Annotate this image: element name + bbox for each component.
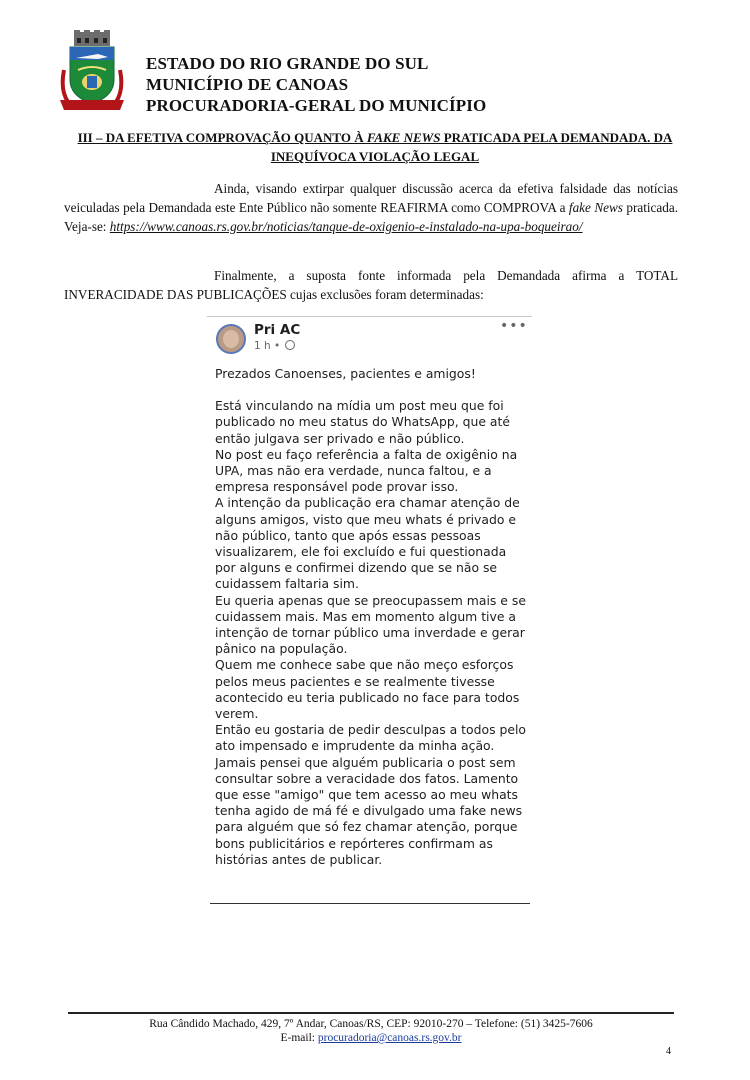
paragraph2-text: Finalmente, a suposta fonte informada pela Demandada afirma a TOTAL INVERACIDADE DAS PUBLICAÇÕES cujas exclusões foram determinadas: (64, 268, 678, 302)
header-state: ESTADO DO RIO GRANDE DO SUL (146, 54, 429, 73)
post-line: Eu queria apenas que se preocupassem mais e se cuidassem mais. Mas em momento algum tive a intenção de tornar público uma inverdade e gerar pânico na população. (215, 592, 526, 657)
paragraph1-italic: fake News (568, 200, 623, 215)
paragraph1-text-after: praticada. Veja-se: (64, 200, 678, 234)
avatar (216, 324, 246, 354)
header-office: PROCURADORIA-GERAL DO MUNICÍPIO (146, 96, 487, 115)
post-line: Está vinculando na mídia um post meu que foi publicado no meu status do WhatsApp, que até então julgava ser privado e não público. (215, 398, 510, 446)
section-title (64, 128, 686, 166)
post-line: Então eu gostaria de pedir desculpas a todos pelo ato impensado e imprudente da minha ação. Jamais pensei que alguém publicaria o post sem consultar sobre a veracidade dos fatos. Lamento que esse "amigo" que tem acesso ao meu whats tenha agido de má fé e divulgado uma fake news para alguém que só fez chamar atenção, porque bons publicitários e repórteres confirmam as histórias antes de publicar. (215, 722, 526, 867)
globe-icon (285, 340, 295, 350)
section-title-prefix: III – DA EFETIVA COMPROVAÇÃO QUANTO À (77, 130, 367, 145)
post-line: A intenção da publicação era chamar atenção de alguns amigos, visto que meu whats é privado e não público, tanto que após essas pessoas visualizarem, ele foi excluído e fui questionada por alguns e confirmei dizendo que se não se cuidassem faltaria sim. (215, 495, 520, 592)
post-line: No post eu faço referência a falta de oxigênio na UPA, mas não era verdade, nunca faltou, e a empresa responsável pode provar isso. (215, 446, 518, 495)
header-municipality: MUNICÍPIO DE CANOAS (146, 75, 349, 94)
paragraph-fake-news (64, 179, 678, 236)
post-greeting: Prezados Canoenses, pacientes e amigos! (215, 366, 476, 381)
post-bottom-border (210, 903, 530, 904)
post-meta (254, 340, 295, 352)
page-number: 4 (666, 1046, 671, 1057)
more-options-icon: ••• (500, 318, 528, 334)
post-author: Pri AC (254, 322, 301, 338)
footer-divider (68, 1012, 674, 1014)
post-line: Quem me conhece sabe que não meço esforços pelos meus pacientes e se realmente tivesse acontecido eu teria publicado no face para todos verem. (215, 657, 520, 722)
institution-header (146, 53, 486, 116)
canoas-coat-of-arms-logo (58, 30, 126, 116)
paragraph-source (64, 266, 678, 304)
news-link[interactable]: https://www.canoas.rs.gov.br/noticias/tanque-de-oxigenio-e-instalado-na-upa-boqueirao/ (109, 219, 583, 234)
section-title-suffix: PRATICADA PELA DEMANDADA. DA INEQUÍVOCA VIOLAÇÃO LEGAL (270, 130, 673, 164)
social-post-screenshot (207, 316, 532, 906)
post-top-border (207, 316, 532, 317)
footer-email-link[interactable]: procuradoria@canoas.rs.gov.br (317, 1032, 462, 1044)
footer-address: Rua Cândido Machado, 429, 7º Andar, Canoas/RS, CEP: 92010-270 – Telefone: (51) 3425-7606 (149, 1018, 593, 1030)
footer-email-label: E-mail: (280, 1032, 318, 1044)
footer-email-line (68, 1031, 674, 1045)
paragraph1-text: Ainda, visando extirpar qualquer discussão acerca da efetiva falsidade das notícias veiculadas pela Demandada este Ente Público não somente REAFIRMA como COMPROVA a (64, 181, 678, 215)
footer (68, 1017, 674, 1045)
section-title-italic: FAKE NEWS (366, 130, 441, 145)
post-body (215, 366, 527, 868)
post-time: 1 h • (254, 340, 281, 352)
